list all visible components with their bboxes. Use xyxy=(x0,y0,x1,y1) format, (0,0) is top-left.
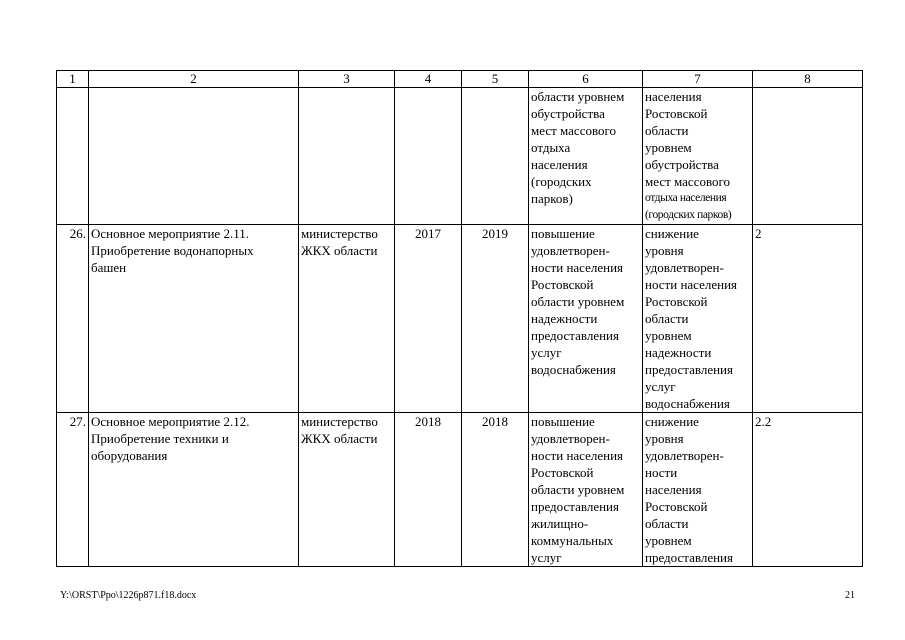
table-row-continued xyxy=(57,88,863,225)
column-number-1: 1 xyxy=(57,71,89,88)
row-number: 27. xyxy=(57,413,89,567)
expected-result: повышение удовлетворен- ности населения Ростовской области уровнем предоставления жилищно- коммунальных услуг xyxy=(529,413,643,567)
column-number-5: 5 xyxy=(462,71,529,88)
executor xyxy=(299,88,395,225)
executor: министерство ЖКХ области xyxy=(299,225,395,413)
indicator-link xyxy=(753,88,863,225)
start-year xyxy=(395,88,462,225)
non-implementation-consequence: снижение уровня удовлетворен- ности населения Ростовской области уровнем надежности предоставления услуг водоснабжения xyxy=(643,225,753,413)
start-year: 2018 xyxy=(395,413,462,567)
event-name: Основное мероприятие 2.12. Приобретение техники и оборудования xyxy=(89,413,299,567)
consequence-text-condensed: отдыха населения (городских парков) xyxy=(645,192,732,221)
consequence-text: населения Ростовской области уровнем обустройства мест массового xyxy=(645,89,731,189)
event-name: Основное мероприятие 2.11. Приобретение водонапорных башен xyxy=(89,225,299,413)
column-number-2: 2 xyxy=(89,71,299,88)
page-number: 21 xyxy=(845,590,855,601)
column-number-7: 7 xyxy=(643,71,753,88)
end-year xyxy=(462,88,529,225)
end-year: 2018 xyxy=(462,413,529,567)
row-number xyxy=(57,88,89,225)
non-implementation-consequence xyxy=(643,88,753,225)
non-implementation-consequence: снижение уровня удовлетворен- ности населения Ростовской области уровнем предоставления xyxy=(643,413,753,567)
indicator-link: 2.2 xyxy=(753,413,863,567)
column-number-3: 3 xyxy=(299,71,395,88)
expected-result: области уровнем обустройства мест массового отдыха населения (городских парков) xyxy=(529,88,643,225)
row-number: 26. xyxy=(57,225,89,413)
event-name xyxy=(89,88,299,225)
table-row-27 xyxy=(57,413,863,567)
indicator-link: 2 xyxy=(753,225,863,413)
executor: министерство ЖКХ области xyxy=(299,413,395,567)
table-row-26 xyxy=(57,225,863,413)
end-year: 2019 xyxy=(462,225,529,413)
column-number-4: 4 xyxy=(395,71,462,88)
document-file-path: Y:\ORST\Ppo\1226p871.f18.docx xyxy=(60,590,197,601)
measures-table xyxy=(56,70,863,567)
start-year: 2017 xyxy=(395,225,462,413)
column-number-8: 8 xyxy=(753,71,863,88)
column-number-row xyxy=(57,71,863,88)
expected-result: повышение удовлетворен- ности населения Ростовской области уровнем надежности предоставления услуг водоснабжения xyxy=(529,225,643,413)
column-number-6: 6 xyxy=(529,71,643,88)
